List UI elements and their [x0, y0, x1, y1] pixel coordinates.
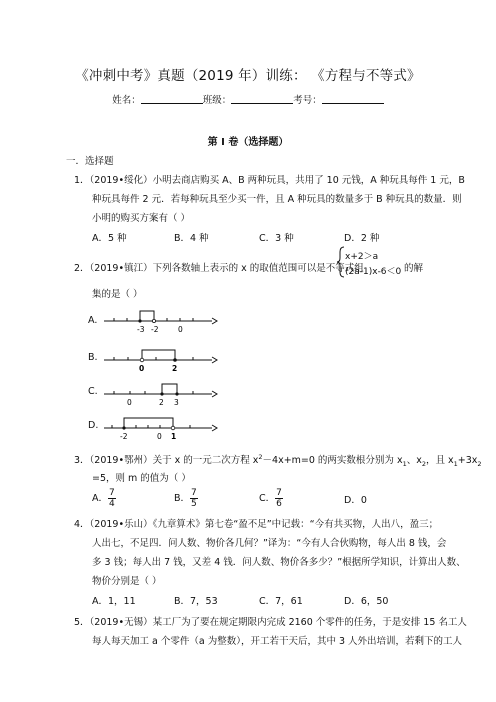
q1-line3: 小明的购买方案有（ ） [92, 213, 191, 224]
number-line-c [100, 378, 220, 408]
exam-number-blank[interactable] [322, 94, 384, 104]
q3-option-c-fraction [275, 488, 283, 509]
page-title: 《冲刺中考》真题（2019 年）训练： 《方程与不等式》 [75, 68, 421, 84]
part-heading: 第 I 卷（选择题） [207, 137, 289, 148]
q4-option-a: A．1，11 [92, 596, 136, 607]
axis-d-label-neg2: -2 [120, 432, 128, 441]
q3-option-a-label: A． [92, 493, 108, 504]
name-label: 姓名： [112, 95, 141, 106]
class-blank[interactable] [231, 94, 293, 104]
q2-label-c: C. [88, 386, 98, 397]
q3-option-b [174, 488, 198, 509]
q3-option-a [92, 488, 116, 509]
q3-option-a-fraction [108, 488, 116, 509]
q4-line4: 物价分别是（ ） [92, 576, 162, 587]
q2-inequality-1: x+2＞a [345, 252, 379, 262]
q5-line1: 5．（2019•无锡）某工厂为了要在规定期限内完成 2160 个零件的任务，于是安排 15 名工人 [74, 617, 467, 628]
axis-a-label-0: 0 [178, 325, 183, 334]
q3-sub-1a: 1 [402, 459, 407, 468]
q1-line1: 1．（2019•绥化）小明去商店购买 A、B 两种玩具，共用了 10 元钱，A 种玩具每件 1 元，B [74, 175, 465, 186]
section-heading: 一．选择题 [66, 156, 114, 167]
fraction-numerator: 7 [109, 488, 115, 498]
q2-label-a: A. [88, 315, 98, 326]
q3-text-b: －4x+m=0 的两实数根分别为 x [262, 455, 403, 466]
q3-text-d: ，且 x [425, 455, 454, 466]
number-line-d [100, 412, 220, 442]
fraction-denominator: 4 [109, 499, 115, 509]
axis-a-label-neg3: -3 [137, 325, 145, 334]
fraction-denominator: 6 [276, 499, 282, 509]
q2-inequality-2: (2a-1)x-6＜0 [345, 267, 402, 277]
axis-d-label-0: 0 [157, 432, 162, 441]
axis-b-label-2: 2 [172, 364, 178, 373]
q3-line2: =5，则 m 的值为（ ） [92, 473, 191, 484]
axis-b-label-0: 0 [139, 364, 145, 373]
q2-system-brace [337, 246, 345, 278]
q3-line1 [74, 452, 482, 468]
q3-option-b-fraction [190, 488, 198, 509]
q3-sub-2a: 2 [421, 459, 426, 468]
fraction-denominator: 5 [191, 499, 197, 509]
q1-option-a: A．5 种 [92, 233, 127, 244]
q3-option-b-label: B． [174, 493, 191, 504]
exam-label: 考号： [293, 95, 322, 106]
q2-label-d: D. [88, 420, 99, 431]
axis-d-label-1: 1 [171, 432, 177, 441]
q3-text-e: +3x [457, 455, 478, 466]
q3-sub-2b: 2 [477, 459, 482, 468]
q4-option-d: D．6，50 [344, 596, 389, 607]
q1-line2: 种玩具每件 2 元．若每种玩具至少买一件，且 A 种玩具的数量多于 B 种玩具的数量．则 [92, 194, 462, 205]
q2-line2: 集的是（ ） [92, 289, 143, 300]
number-line-b [100, 344, 220, 374]
class-label: 班级： [202, 95, 232, 106]
number-line-a [100, 306, 220, 336]
student-info-row [0, 92, 496, 106]
q3-option-d: D．0 [344, 495, 367, 506]
q4-option-b: B．7，53 [174, 596, 218, 607]
name-blank[interactable] [141, 94, 203, 104]
q4-option-c: C．7，61 [259, 596, 303, 607]
q3-sup-2: 2 [258, 452, 263, 461]
q4-line1: 4．（2019•乐山）《九章算术》第七卷“盈不足”中记载：“今有共买物，人出八，盈三； [74, 519, 439, 530]
fraction-numerator: 7 [276, 488, 282, 498]
q3-text-a: 3．（2019•鄂州）关于 x 的一元二次方程 x [74, 455, 259, 466]
q3-sub-1b: 1 [453, 459, 458, 468]
q5-line2: 每人每天加工 a 个零件（a 为整数），开工若干天后，其中 3 人外出培训，若剩下的工人 [92, 636, 463, 647]
axis-c-label-0: 0 [127, 398, 132, 407]
q3-option-c-label: C． [259, 493, 276, 504]
q1-option-d: D．2 种 [344, 233, 380, 244]
q1-option-c: C．3 种 [259, 233, 294, 244]
q4-line2: 人出七，不足四．问人数、物价各几何？”译为：“今有人合伙购物，每人出 8 钱，会 [92, 538, 447, 549]
q3-text-c: 、x [406, 455, 422, 466]
q1-option-b: B．4 种 [174, 233, 209, 244]
axis-c-label-2: 2 [159, 398, 164, 407]
fraction-numerator: 7 [191, 488, 197, 498]
q4-line3: 多 3 钱；每人出 7 钱，又差 4 钱．问人数、物价各多少？”根据所学知识，计算出人数、 [92, 557, 466, 568]
q2-label-b: B. [88, 352, 98, 363]
axis-c-label-3: 3 [174, 398, 179, 407]
q2-line1: 2．（2019•镇江）下列各数轴上表示的 x 的取值范围可以是不等式组 [74, 263, 364, 274]
axis-a-label-neg2: -2 [151, 325, 159, 334]
q2-line1-end: 的解 [404, 263, 424, 274]
q3-option-c [259, 488, 283, 509]
